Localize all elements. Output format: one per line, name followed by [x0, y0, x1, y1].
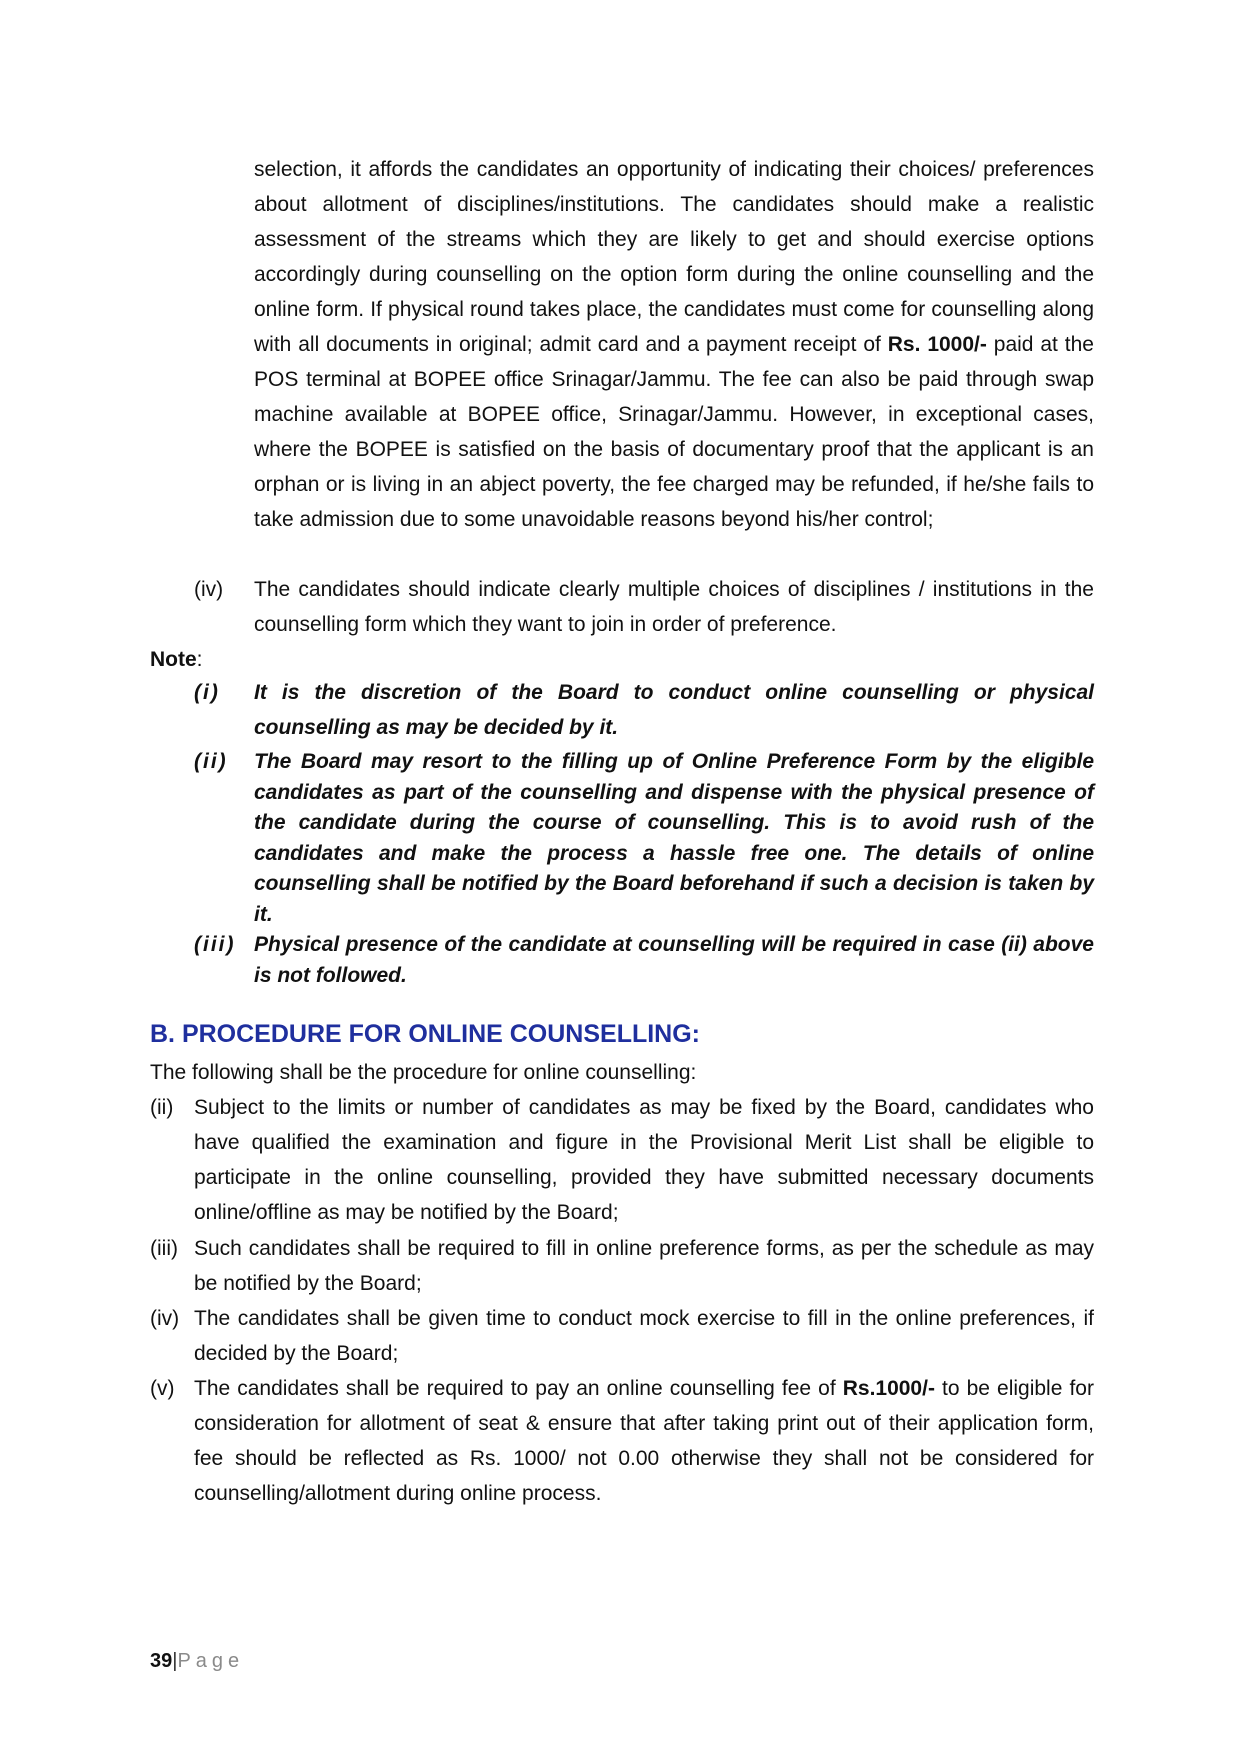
continuation-paragraph	[254, 152, 1094, 537]
procedure-item-number: (v)	[150, 1377, 175, 1400]
section-heading: B. PROCEDURE FOR ONLINE COUNSELLING:	[150, 1020, 701, 1048]
section-intro: The following shall be the procedure for online counselling:	[150, 1061, 697, 1084]
note-item-text: The Board may resort to the filling up of Online Preference Form by the eligible candidates as part of the counselling and dispense with the physical presence of the candidate during the course of counselling. This is to avoid rush of the candidates and make the process a hassle free one. The details of online counselling shall be notified by the Board beforehand if such a decision is taken by it.	[254, 750, 1094, 926]
procedure-item-number: (iii)	[150, 1237, 178, 1260]
note-label-text: Note	[150, 648, 197, 671]
procedure-item-text-start: The candidates shall be required to pay an online counselling fee of	[194, 1377, 843, 1400]
note-label-colon: :	[196, 648, 203, 671]
procedure-item-text: Subject to the limits or number of candidates as may be fixed by the Board, candidates who have qualified the examination and figure in the Provisional Merit List shall be eligible to participate in the online counselling, provided they have submitted necessary documents online/offline as may be notified by the Board;	[194, 1096, 1094, 1224]
procedure-item-text-end: to be eligible for consideration for allotment of seat & ensure that after taking print out of their application form, fee should be reflected as Rs. 1000/ not 0.00 otherwise they shall not be considered for counselling/allotment during online process.	[194, 1377, 1094, 1505]
procedure-item-number: (ii)	[150, 1096, 174, 1119]
procedure-item-number: (iv)	[150, 1307, 180, 1330]
item-iv-text: The candidates should indicate clearly multiple choices of disciplines / institutions in the counselling form which they want to join in order of preference.	[254, 578, 1094, 636]
note-item-number: (ii)	[194, 750, 228, 773]
continuation-text-start: selection, it affords the candidates an opportunity of indicating their choices/ preferences about allotment of disciplines/institutions. The candidates should make a realistic assessment of the streams which they are likely to get and should exercise options accordingly during counselling on the option form during the online counselling and the online form. If physical round takes place, the candidates must come for counselling along with all documents in original; admit card and a payment receipt of	[254, 158, 1094, 356]
note-item-number: (i)	[194, 681, 220, 704]
footer-separator: |	[172, 1650, 178, 1672]
fee-amount-bold: Rs. 1000/-	[887, 333, 987, 356]
note-label	[150, 642, 203, 677]
note-item-text: Physical presence of the candidate at counselling will be required in case (ii) above is not followed.	[254, 933, 1094, 987]
item-iv-number: (iv)	[194, 578, 224, 601]
online-fee-bold: Rs.1000/-	[842, 1377, 935, 1400]
procedure-item-text	[194, 1371, 1094, 1511]
page-label: Page	[177, 1650, 245, 1672]
procedure-item-text: Such candidates shall be required to fill in online preference forms, as per the schedule as may be notified by the Board;	[194, 1237, 1094, 1295]
note-item-number: (iii)	[194, 933, 236, 956]
page-number: 39	[150, 1650, 173, 1672]
page-footer	[150, 1646, 244, 1676]
note-item-text: It is the discretion of the Board to conduct online counselling or physical counselling as may be decided by it.	[254, 681, 1094, 739]
procedure-item-text: The candidates shall be given time to conduct mock exercise to fill in the online preferences, if decided by the Board;	[194, 1307, 1094, 1365]
continuation-text-end: paid at the POS terminal at BOPEE office Srinagar/Jammu. The fee can also be paid through swap machine available at BOPEE office, Srinagar/Jammu. However, in exceptional cases, where the BOPEE is satisfied on the basis of documentary proof that the applicant is an orphan or is living in an abject poverty, the fee charged may be refunded, if he/she fails to take admission due to some unavoidable reasons beyond his/her control;	[254, 333, 1094, 531]
